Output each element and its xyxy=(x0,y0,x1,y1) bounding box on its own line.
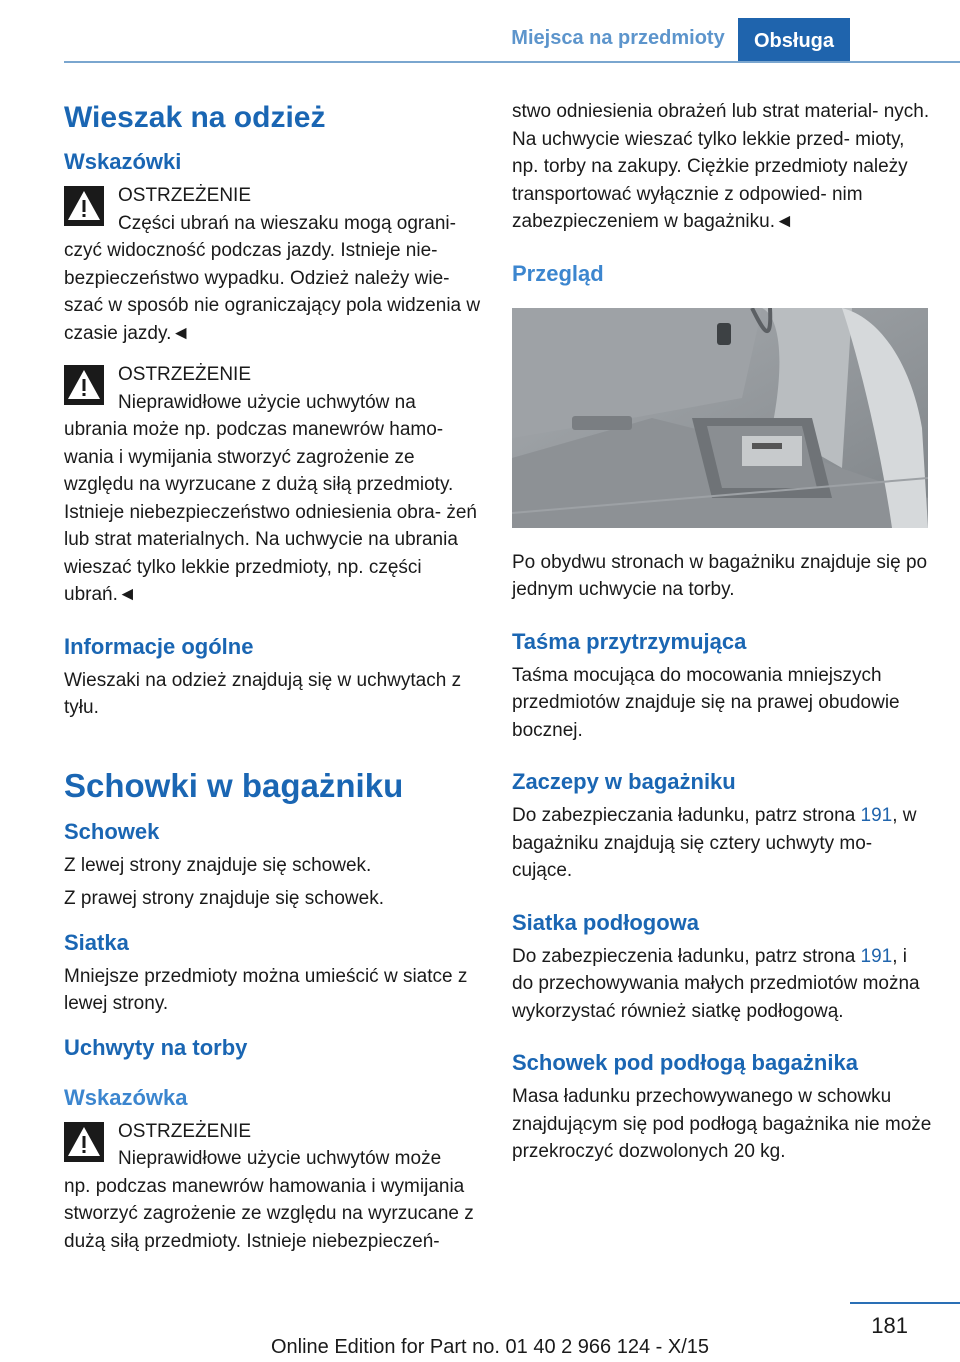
warning-3-line1: Nieprawidłowe użycie uchwytów może xyxy=(118,1148,442,1169)
warning-2-text: ubrania może np. podczas manewrów hamo- wania i wymijania stworzyć zagrożenie ze względu na wyrzucane z dużą siłą przedmioty. Istnieje niebezpieczeństwo odniesienia obra- żeń lub strat materialnych. Na uchwycie na ubrania wieszać tylko lekkie przedmioty, np. części ubrań.◄ xyxy=(64,419,477,605)
page-link-191[interactable]: 191 xyxy=(860,805,893,826)
overview-text: Po obydwu stronach w bagażniku znajduje się po jednym uchwycie na torby. xyxy=(512,551,928,600)
siatka-podlogowa-text xyxy=(512,943,932,1026)
tasma-text: Taśma mocująca do mocowania mniejszych przedmiotów znajduje się na prawej obudowie bocznej. xyxy=(512,664,900,741)
heading-general: Informacje ogólne xyxy=(64,633,254,659)
trunk-photo xyxy=(512,308,928,528)
heading-uchwyty: Uchwyty na torby xyxy=(64,1034,248,1060)
warning-2-head: OSTRZEŻENIE xyxy=(118,364,252,385)
siatka-podlogowa-pre: Do zabezpieczenia ładunku, patrz strona xyxy=(512,945,856,967)
heading-siatka: Siatka xyxy=(64,929,129,955)
left-column xyxy=(64,98,482,1255)
zaczepy-text xyxy=(512,802,932,885)
warning-1-text: czyć widoczność podczas jazdy. Istnieje nie- bezpieczeństwo wypadku. Odzież należy wie- szać w sposób nie ograniczający pola widzenia w czasie jazdy.◄ xyxy=(64,240,481,344)
header-tab[interactable]: Obsługa xyxy=(738,18,850,62)
folio-rule xyxy=(850,1302,960,1304)
warning-3 xyxy=(64,1118,482,1256)
zaczepy-text-pre: Do zabezpieczania ładunku, patrz strona xyxy=(512,805,856,826)
footer-edition: Online Edition for Part no. 01 40 2 966 124 - X/15 xyxy=(270,1336,710,1358)
schowek-left-text: Z lewej strony znajduje się schowek. xyxy=(64,854,372,876)
header-rule xyxy=(64,61,960,63)
heading-notes: Wskazówki xyxy=(64,149,182,174)
heading-zaczepy: Zaczepy w bagażniku xyxy=(512,769,736,794)
warning-2-line1: Nieprawidłowe użycie uchwytów na xyxy=(118,391,416,413)
warning-1-line1: Części ubrań na wieszaku mogą ograni- xyxy=(118,212,456,234)
heading-schowek: Schowek xyxy=(64,818,160,844)
warning-1 xyxy=(64,182,482,347)
heading-schowek-pod: Schowek pod podłogą bagażnika xyxy=(512,1050,858,1075)
siatka-podlogowa-post: , i do przechowywania małych przedmiotów można wykorzystać również siatkę podłogową. xyxy=(512,945,920,1022)
page-link-191[interactable]: 191 xyxy=(860,945,893,967)
warning-2 xyxy=(64,361,482,609)
warning-3-head: OSTRZEŻENIE xyxy=(118,1120,252,1142)
siatka-text: Mniejsze przedmioty można umieścić w siatce z lewej strony. xyxy=(64,965,468,1014)
zaczepy-text-post: , w bagażniku znajdują się cztery uchwyty mo- cujące. xyxy=(512,805,917,881)
heading-wieszak: Wieszak na odzież xyxy=(64,101,326,134)
heading-schowki: Schowki w bagażniku xyxy=(64,766,404,804)
warning-icon xyxy=(64,365,104,405)
warning-icon xyxy=(64,186,104,226)
page-number: 181 xyxy=(871,1313,908,1338)
heading-wskazowka: Wskazówka xyxy=(64,1084,188,1110)
warning-1-head: OSTRZEŻENIE xyxy=(118,185,252,206)
schowek-right-text: Z prawej strony znajduje się schowek. xyxy=(64,888,384,909)
warning-3-continued: stwo odniesienia obrażeń lub strat material- nych. Na uchwycie wieszać tylko lekkie przed- mioty, np. torby na zakupy. Ciężkie przedmioty należy transportować wyłącznie z odpowied- nim zabezpieczeniem w bagażniku.◄ xyxy=(512,101,930,232)
header-section-title: Miejsca na przedmioty xyxy=(511,27,725,49)
right-column xyxy=(512,98,932,1166)
heading-tasma: Taśma przytrzymująca xyxy=(512,628,747,654)
heading-przeglad: Przegląd xyxy=(512,260,604,286)
warning-3-text: np. podczas manewrów hamowania i wymijania stworzyć zagrożenie ze względu na wyrzucane z dużą siłą przedmioty. Istnieje niebezpieczeń- xyxy=(64,1175,474,1252)
schowek-pod-text: Masa ładunku przechowywanego w schowku znajdującym się pod podłogą bagażnika nie może przekroczyć dozwolonych 20 kg. xyxy=(512,1086,932,1162)
general-text: Wieszaki na odzież znajdują się w uchwytach z tyłu. xyxy=(64,669,462,718)
heading-siatka-podlogowa: Siatka podłogowa xyxy=(512,909,700,935)
warning-icon xyxy=(64,1122,104,1162)
